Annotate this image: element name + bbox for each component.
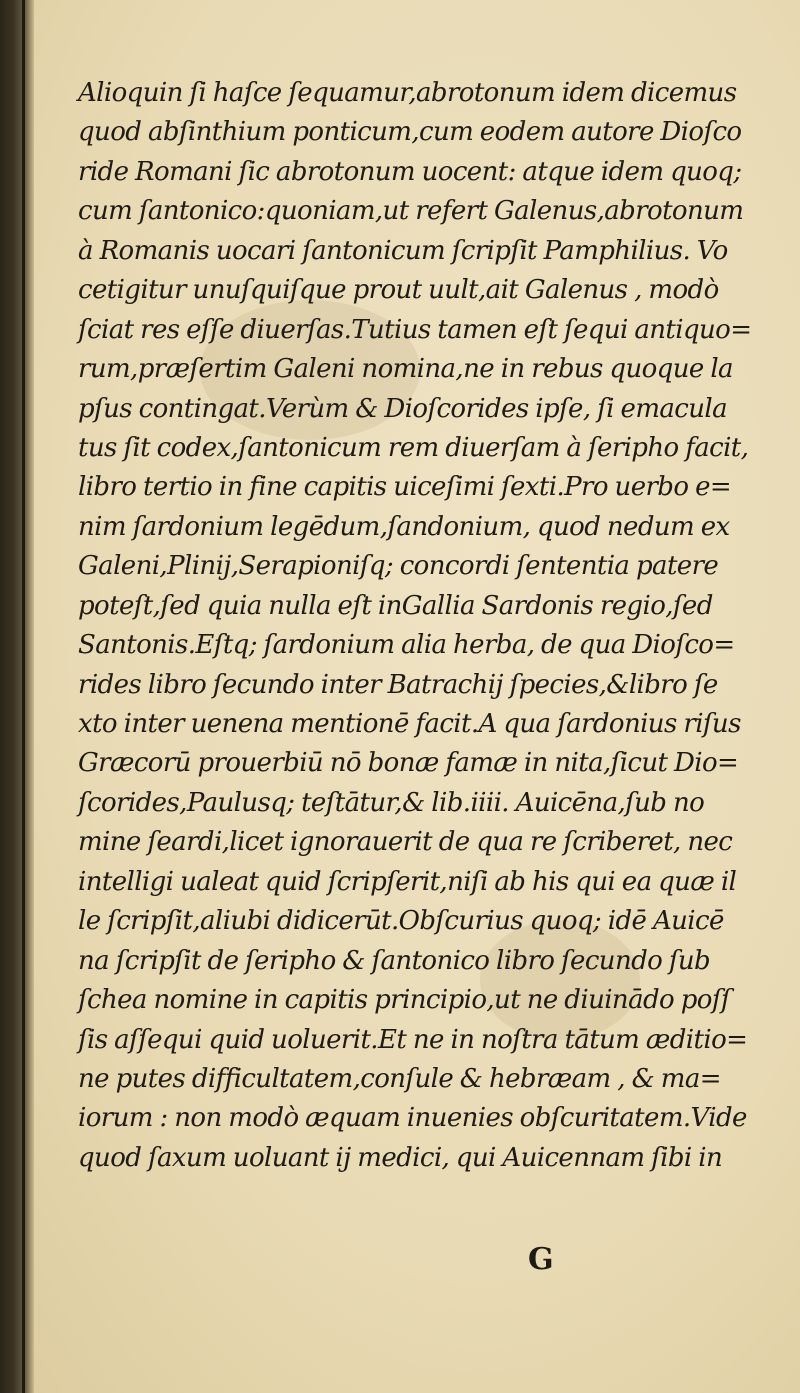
- signature-mark: G: [528, 1242, 554, 1277]
- text-line: pſus contingat.Verùm & Dioſcorides ipſe, ſi emacula: [78, 393, 728, 424]
- text-line: mine ſeardi,licet ignorauerit de qua re ſcriberet, nec: [78, 827, 733, 858]
- text-line: quod ſaxum uoluant ij medici, qui Auicennam ſibi in: [78, 1142, 723, 1173]
- book-gutter: [0, 0, 34, 1393]
- text-line: le ſcripſit,aliubi didicerūt.Obſcurius quoq; idē Auicē: [78, 906, 724, 937]
- text-line: ride Romani ſic abrotonum uocent: atque idem quoq;: [78, 156, 742, 187]
- text-line: ſchea nomine in capitis principio,ut ne diuinādo poſſ: [78, 985, 730, 1016]
- text-line: Galeni,Plinij,Serapioniſq; concordi ſententia patere: [78, 551, 719, 582]
- text-line: rides libro ſecundo inter Batrachij ſpecies,&libro ſe: [78, 669, 718, 700]
- gutter-edge: [22, 0, 25, 1393]
- text-line: xto inter uenena mentionē facit.A qua ſardonius riſus: [78, 709, 741, 739]
- text-line: ſcorides,Paulusq; teſtātur,& lib.iiii. Auicēna,ſub no: [78, 787, 705, 818]
- text-line: Græcorū prouerbiū nō bonæ famæ in nita,ſicut Dio=: [78, 748, 739, 779]
- text-line: cum ſantonico:quoniam,ut refert Galenus,abrotonum: [78, 196, 744, 227]
- text-line: ſciat res eſſe diuerſas.Tutius tamen eſt ſequi antiquo=: [78, 314, 752, 345]
- text-line: intelligi ualeat quid ſcripſerit,niſi ab his qui ea quæ il: [78, 866, 737, 897]
- text-line: à Romanis uocari ſantonicum ſcripſit Pamphilius. Vo: [78, 235, 728, 266]
- text-line: quod abſinthium ponticum,cum eodem autore Dioſco: [78, 117, 742, 148]
- text-line: Alioquin ſi haſce ſequamur,abrotonum idem dicemus: [78, 78, 737, 108]
- text-line: iorum : non modò æquam inuenies obſcuritatem.Vide: [78, 1103, 747, 1134]
- text-line: cetigitur unuſquiſque prout uult,ait Galenus , modò: [78, 275, 719, 306]
- text-line: na ſcripſit de ſeripho & ſantonico libro ſecundo ſub: [78, 945, 711, 976]
- text-line: Santonis.Eſtq; ſardonium alia herba, de qua Dioſco=: [78, 630, 735, 661]
- text-line: nim ſardonium legēdum,ſandonium, quod nedum ex: [78, 511, 730, 542]
- text-line: rum,præſertim Galeni nomina,ne in rebus quoque la: [78, 354, 733, 385]
- text-line: tus ſit codex,ſantonicum rem diuerſam à ſeripho facit,: [78, 432, 749, 463]
- text-line: ſis aſſequi quid uoluerit.Et ne in noſtra tātum æditio=: [78, 1024, 748, 1055]
- text-line: ne putes difficultatem,conſule & hebræam , & ma=: [78, 1063, 721, 1094]
- text-line: poteſt,ſed quia nulla eſt inGallia Sardonis regio,ſed: [78, 590, 713, 621]
- body-text: [78, 74, 778, 1178]
- text-line: libro tertio in fine capitis uiceſimi ſexti.Pro uerbo e=: [78, 472, 732, 503]
